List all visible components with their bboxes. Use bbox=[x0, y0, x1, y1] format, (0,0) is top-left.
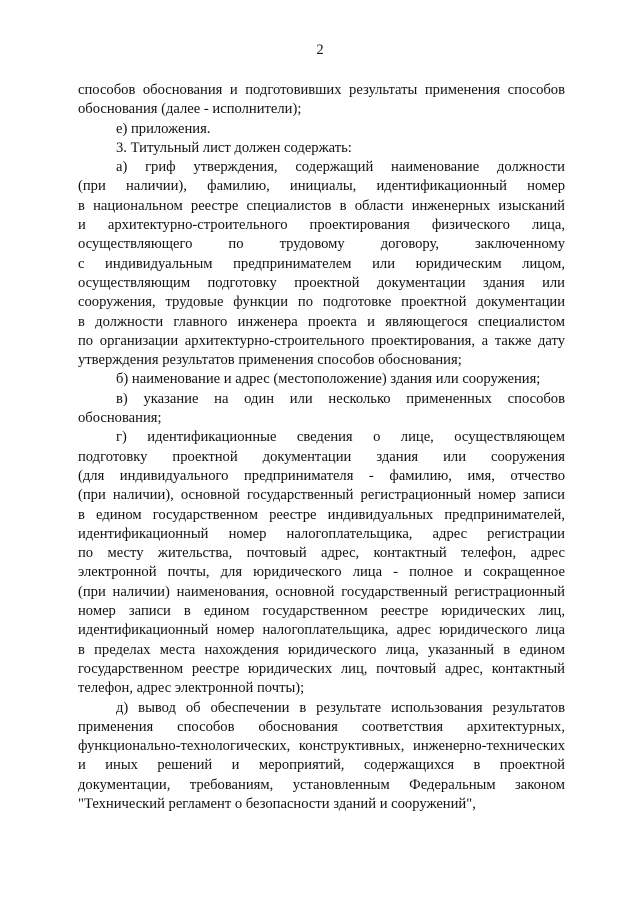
page-number: 2 bbox=[316, 42, 324, 58]
text-line: осуществляющим подготовку проектной документации здания или bbox=[78, 274, 565, 291]
paragraph bbox=[78, 139, 565, 158]
text-line: (для индивидуального предпринимателя - фамилию, имя, отчество bbox=[78, 467, 565, 484]
text-line: в) указание на один или несколько примененных способов bbox=[116, 390, 565, 407]
text-line: в национальном реестре специалистов в области инженерных изысканий bbox=[78, 197, 565, 214]
text-line: а) гриф утверждения, содержащий наименование должности bbox=[116, 159, 565, 176]
text-line: функционально-технологических, конструктивных, инженерно-технических bbox=[78, 738, 565, 755]
document-body bbox=[78, 81, 565, 814]
text-line: 3. Титульный лист должен содержать: bbox=[116, 139, 352, 156]
text-line: в пределах места нахождения юридического лица, указанный в едином bbox=[78, 641, 565, 658]
text-line: способов обоснования и подготовивших результаты применения способов bbox=[78, 82, 565, 98]
text-line: идентификационный номер налогоплательщика, адрес юридического лица bbox=[78, 622, 565, 639]
text-line: (при наличии) наименования, основной государственный регистрационный bbox=[78, 583, 565, 600]
text-line: электронной почты, для юридического лица - полное и сокращенное bbox=[78, 564, 565, 581]
paragraph bbox=[78, 158, 565, 370]
text-line: е) приложения. bbox=[116, 120, 211, 137]
text-line: д) вывод об обеспечении в результате использования результатов bbox=[116, 699, 565, 716]
text-line: по месту жительства, почтовый адрес, контактный телефон, адрес bbox=[78, 545, 565, 562]
text-line: обоснования (далее - исполнители); bbox=[78, 101, 302, 118]
text-line: (при наличии), основной государственный регистрационный номер записи bbox=[78, 487, 565, 504]
text-line: применения способов обоснования соответствия архитектурных, bbox=[78, 718, 565, 735]
text-line: и архитектурно-строительного проектирования физического лица, bbox=[78, 217, 565, 234]
text-line: с индивидуальным предпринимателем или юридическим лицом, bbox=[78, 255, 565, 272]
paragraph bbox=[78, 428, 565, 698]
text-line: утверждения результатов применения способов обоснования; bbox=[78, 352, 462, 369]
text-line: идентификационный номер налогоплательщика, адрес регистрации bbox=[78, 525, 565, 542]
text-line: обоснования; bbox=[78, 410, 162, 427]
text-line: "Технический регламент о безопасности зданий и сооружений", bbox=[78, 795, 476, 812]
paragraph bbox=[78, 390, 565, 429]
text-line: в едином государственном реестре индивидуальных предпринимателей, bbox=[78, 506, 565, 523]
paragraph bbox=[78, 120, 565, 139]
text-line: г) идентификационные сведения о лице, осуществляющем bbox=[116, 429, 565, 446]
text-line: по организации архитектурно-строительного проектирования, а также дату bbox=[78, 332, 565, 349]
text-line: номер записи в едином государственном реестре юридических лиц, bbox=[78, 603, 565, 620]
text-line: и иных решений и мероприятий, содержащихся в проектной bbox=[78, 757, 565, 774]
paragraph bbox=[78, 370, 565, 389]
text-line: государственном реестре юридических лиц, почтовый адрес, контактный bbox=[78, 660, 565, 677]
text-line: подготовку проектной документации здания или сооружения bbox=[78, 448, 565, 465]
text-line: сооружения, трудовые функции по подготовке проектной документации bbox=[78, 294, 565, 311]
text-line: телефон, адрес электронной почты); bbox=[78, 680, 305, 697]
text-line: документации, требованиям, установленным Федеральным законом bbox=[78, 776, 565, 793]
paragraph bbox=[78, 699, 565, 815]
paragraph bbox=[78, 81, 565, 120]
text-line: (при наличии), фамилию, инициалы, идентификационный номер bbox=[78, 178, 565, 195]
text-line: в должности главного инженера проекта и являющегося специалистом bbox=[78, 313, 565, 330]
text-line: осуществляющего по трудовому договору, заключенному bbox=[78, 236, 565, 253]
text-line: б) наименование и адрес (местоположение) здания или сооружения; bbox=[116, 371, 541, 388]
